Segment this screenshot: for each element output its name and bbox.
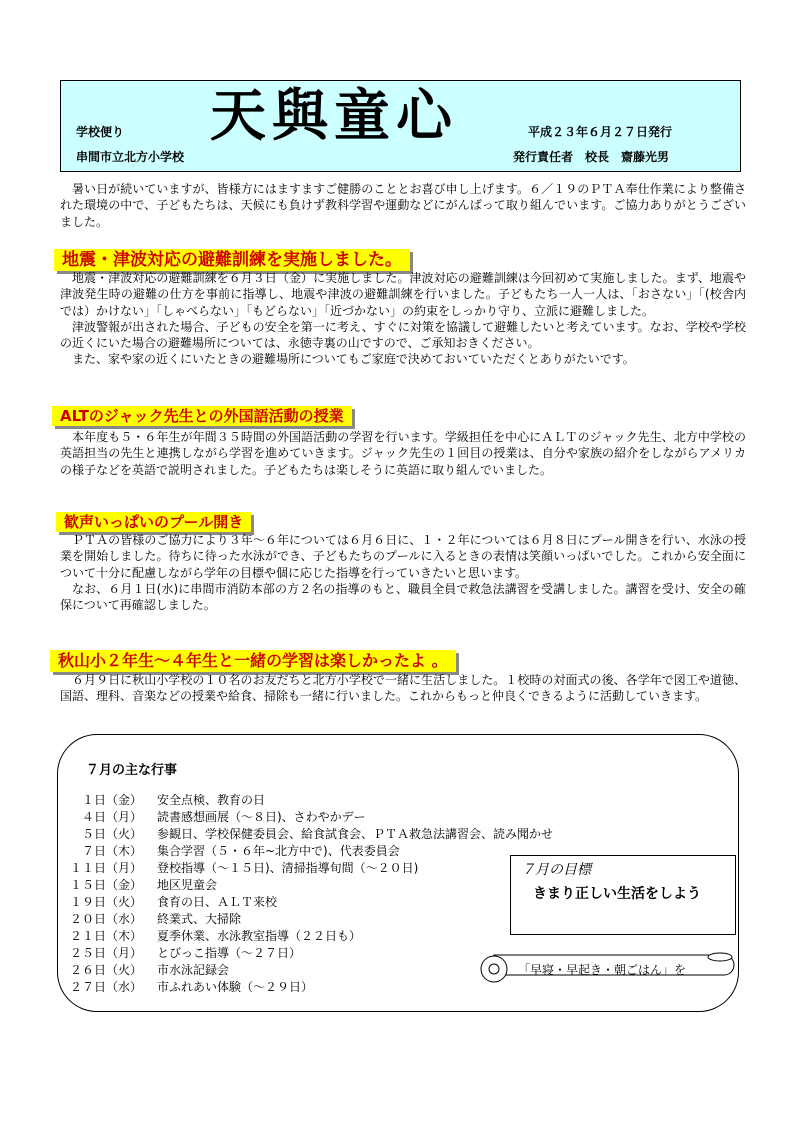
event-date: ４日（月） bbox=[81, 810, 142, 824]
scroll-banner-text: 「早寝・早起き・朝ごはん」を bbox=[518, 963, 687, 977]
event-row bbox=[62, 945, 492, 962]
issue-date: 平成２３年６月２７日発行 bbox=[528, 125, 673, 139]
event-row bbox=[62, 979, 492, 996]
event-row bbox=[62, 792, 492, 809]
event-date: １１日（月） bbox=[69, 861, 142, 875]
paragraph: また、家や家の近くにいたときの避難場所についてもご家庭で決めておいていただくとありがたいです。 bbox=[72, 352, 635, 367]
event-date: １５日（金） bbox=[69, 878, 142, 892]
paragraph: ＰＴＡの皆様のご協力により３年～６年については６月６日に、１・２年については６月８日にプール開きを行い、水泳の授業を開始しました。待ちに待った水泳ができ、子どもたちのプールに入るときの表情は笑顔いっぱいでした。これから安全面について十分に配慮しながら学年の目標や個に応じた指導を行っていきたいと思います。 bbox=[60, 533, 746, 580]
event-desc: 市水泳記録会 bbox=[157, 963, 230, 977]
event-desc: 読書感想画展（～８日)、さわやかデー bbox=[157, 810, 366, 824]
goal-title: ７月の目標 bbox=[521, 862, 591, 878]
monthly-goal-box bbox=[510, 855, 736, 935]
paragraph: 地震・津波対応の避難訓練を６月３日（金）に実施しました。津波対応の避難訓練は今回初めて実施しました。まず、地震や津波発生時の避難の仕方を事前に指導し、地震や津波の避難訓練を行いました。子どもたち一人一人は、「おさない」「(校舎内では）かけない」「しゃべらない」「もどらない」「近づかない」の約束をしっかり守り、立派に避難しました。 bbox=[60, 271, 746, 318]
event-date: ２６日（火） bbox=[69, 963, 142, 977]
event-desc: 食育の日、ＡＬＴ来校 bbox=[157, 895, 278, 909]
event-desc: 夏季休業、水泳教室指導（２２日も） bbox=[157, 929, 362, 943]
event-date: ２５日（月） bbox=[69, 946, 142, 960]
event-date: ２０日（水） bbox=[69, 912, 142, 926]
school-name: 串間市立北方小学校 bbox=[76, 150, 185, 164]
intro-text bbox=[60, 181, 746, 230]
event-date: ２１日（木） bbox=[69, 929, 142, 943]
section-body-alt bbox=[60, 429, 746, 478]
paragraph: なお、６月１日(水)に串間市消防本部の方２名の指導のもと、職員全員で救急法講習を受講しました。講習を受け、安全の確保について再確認しました。 bbox=[60, 581, 746, 613]
paragraph: 津波警報が出された場合、子どもの安全を第一に考え、すぐに対策を協議して避難したいと考えています。なお、学校や学校の近くにいた場合の避難場所については、永徳寺裏の山ですので、ご承知おきください。 bbox=[60, 319, 746, 351]
paragraph: 本年度も５・６年生が年間３５時間の外国語活動の学習を行います。学級担任を中心にＡＬＴのジャック先生、北方中学校の英語担当の先生と連携しながら学習を進めていきます。ジャック先生の１回目の授業は、自分や家族の紹介をしながらアメリカの様子などを英語で説明されました。子どもたちは楽しそうに英語に取り組んでいました。 bbox=[60, 430, 746, 477]
events-list bbox=[62, 792, 554, 1002]
event-desc: 地区児童会 bbox=[157, 878, 218, 892]
newsletter-label: 学校便り bbox=[76, 125, 125, 139]
event-date: ２７日（水） bbox=[69, 980, 142, 994]
events-title: ７月の主な行事 bbox=[86, 763, 178, 778]
event-row bbox=[62, 860, 492, 877]
section-body-evacuation bbox=[60, 270, 746, 368]
event-row bbox=[62, 962, 492, 979]
event-row bbox=[62, 928, 492, 945]
paragraph: ６月９日に秋山小学校の１０名のお友だちと北方小学校で一緒に生活しました。１校時の対面式の後、各学年で図工や道徳、国語、理科、音楽などの授業や給食、掃除も一緒に行いました。これからもっと仲良くできるように活動していきます。 bbox=[60, 673, 746, 704]
section-body-pool bbox=[60, 532, 746, 613]
event-row bbox=[62, 826, 554, 843]
event-desc: 参観日、学校保健委員会、給食試食会、ＰＴＡ救急法講習会、読み聞かせ bbox=[157, 827, 554, 841]
event-desc: 登校指導（～１５日)、清掃指導旬間（～２０日) bbox=[157, 861, 419, 875]
event-row bbox=[62, 877, 492, 894]
section-body-akiyama bbox=[60, 672, 746, 705]
event-row bbox=[62, 843, 492, 860]
event-date: １９日（火） bbox=[69, 895, 142, 909]
section-heading-akiyama: 秋山小２年生～４年生と一緒の学習は楽しかったよ 。 bbox=[50, 650, 456, 672]
publisher: 発行責任者 校長 齋藤光男 bbox=[513, 150, 670, 164]
event-desc: 市ふれあい体験（～２９日） bbox=[157, 980, 314, 994]
section-heading-evacuation: 地震・津波対応の避難訓練を実施しました。 bbox=[54, 249, 410, 271]
event-date: ７日（木） bbox=[81, 844, 142, 858]
event-desc: とびっこ指導（～２７日） bbox=[157, 946, 302, 960]
goal-text: きまり正しい生活をしよう bbox=[533, 886, 701, 902]
intro-paragraph: 暑い日が続いていますが、皆様方にはますますご健勝のこととお喜び申し上げます。６／１９のＰＴＡ奉仕作業により整備された環境の中で、子どもたちは、天候にも負けず教科学習や運動などにがんばって取り組んでいます。ご協力ありがとうございました。 bbox=[60, 182, 746, 229]
event-desc: 集合学習（５・６年~北方中で)、代表委員会 bbox=[157, 844, 400, 858]
event-row bbox=[62, 911, 492, 928]
event-row bbox=[62, 894, 492, 911]
event-date: ５日（火） bbox=[81, 827, 142, 841]
newsletter-title: 天與童心 bbox=[210, 83, 458, 149]
event-date: １日（金） bbox=[81, 793, 142, 807]
section-heading-alt: ALTのジャック先生との外国語活動の授業 bbox=[52, 406, 352, 426]
event-desc: 安全点検、教育の日 bbox=[157, 793, 266, 807]
event-row bbox=[62, 809, 492, 826]
event-desc: 終業式、大掃除 bbox=[157, 912, 242, 926]
section-heading-pool: 歓声いっぱいのプール開き bbox=[56, 512, 251, 532]
